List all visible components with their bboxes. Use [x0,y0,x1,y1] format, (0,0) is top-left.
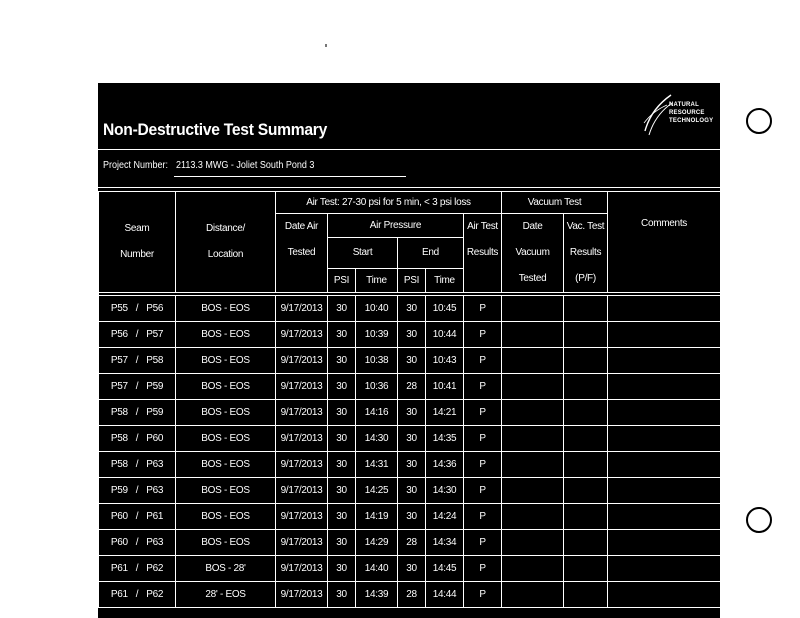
seam-number-cell: P55 / P56 [99,296,176,322]
seam-number-cell: P58 / P60 [99,426,176,452]
date-air-cell: 9/17/2013 [276,504,328,530]
date-vacuum-cell [502,400,564,426]
comments-cell [608,530,720,556]
location-cell: BOS - EOS [176,426,276,452]
date-air-cell: 9/17/2013 [276,426,328,452]
end-header: End [398,238,464,268]
end-psi-cell: 28 [398,582,426,608]
date-air-cell: 9/17/2013 [276,530,328,556]
start-psi-cell: 30 [328,530,356,556]
test-summary-table [98,191,720,608]
seam-number-cell: P57 / P59 [99,374,176,400]
air-result-cell: P [464,582,502,608]
date-vacuum-cell [502,296,564,322]
air-result-cell: P [464,478,502,504]
comments-header: Comments [608,192,720,293]
table-row [99,452,721,478]
comments-cell [608,504,720,530]
comments-cell [608,348,720,374]
test-rows [99,296,721,608]
binder-hole-top [746,108,772,134]
start-psi-cell: 30 [328,296,356,322]
table-row [99,478,721,504]
date-vacuum-cell [502,530,564,556]
vac-result-cell [564,400,608,426]
air-result-cell: P [464,400,502,426]
start-time-cell: 10:38 [356,348,398,374]
date-vacuum-cell [502,426,564,452]
table-row [99,374,721,400]
start-psi-cell: 30 [328,504,356,530]
start-psi-cell: 30 [328,426,356,452]
start-time-cell: 10:36 [356,374,398,400]
vac-result-cell [564,322,608,348]
start-psi-cell: 30 [328,478,356,504]
start-psi-header: PSI [328,268,356,293]
comments-cell [608,556,720,582]
start-psi-cell: 30 [328,348,356,374]
date-air-cell: 9/17/2013 [276,296,328,322]
date-air-cell: 9/17/2013 [276,556,328,582]
divider [98,187,720,188]
location-cell: BOS - EOS [176,452,276,478]
end-psi-cell: 30 [398,504,426,530]
location-cell: BOS - EOS [176,322,276,348]
end-psi-cell: 28 [398,530,426,556]
end-psi-cell: 30 [398,296,426,322]
date-vacuum-tested-header: Date Vacuum Tested [502,214,564,293]
seam-number-cell: P58 / P59 [99,400,176,426]
end-time-cell: 14:30 [426,478,464,504]
company-logo [643,89,715,139]
start-header: Start [328,238,398,268]
seam-number-cell: P58 / P63 [99,452,176,478]
start-time-cell: 14:16 [356,400,398,426]
date-vacuum-cell [502,504,564,530]
start-psi-cell: 30 [328,400,356,426]
date-air-cell: 9/17/2013 [276,348,328,374]
end-time-cell: 14:24 [426,504,464,530]
table-row [99,322,721,348]
vac-test-results-header: Vac. Test Results (P/F) [564,214,608,293]
end-time-header: Time [426,268,464,293]
comments-cell [608,374,720,400]
start-time-cell: 10:40 [356,296,398,322]
location-cell: BOS - EOS [176,400,276,426]
vac-result-cell [564,504,608,530]
start-time-cell: 10:39 [356,322,398,348]
location-cell: 28' - EOS [176,582,276,608]
air-test-results-header: Air Test Results [464,214,502,293]
date-air-cell: 9/17/2013 [276,582,328,608]
comments-cell [608,400,720,426]
table-row [99,556,721,582]
comments-cell [608,296,720,322]
start-time-header: Time [356,268,398,293]
location-cell: BOS - EOS [176,296,276,322]
vac-result-cell [564,348,608,374]
end-psi-cell: 28 [398,374,426,400]
date-vacuum-cell [502,374,564,400]
table-row [99,530,721,556]
start-time-cell: 14:30 [356,426,398,452]
end-time-cell: 14:34 [426,530,464,556]
start-time-cell: 14:25 [356,478,398,504]
date-vacuum-cell [502,478,564,504]
date-vacuum-cell [502,556,564,582]
date-air-tested-header: Date Air Tested [276,214,328,293]
seam-number-cell: P61 / P62 [99,556,176,582]
seam-number-cell: P59 / P63 [99,478,176,504]
date-vacuum-cell [502,582,564,608]
start-time-cell: 14:40 [356,556,398,582]
table-row [99,296,721,322]
date-air-cell: 9/17/2013 [276,452,328,478]
end-psi-cell: 30 [398,452,426,478]
distance-location-header: Distance/ Location [176,192,276,293]
start-time-cell: 14:39 [356,582,398,608]
end-psi-cell: 30 [398,322,426,348]
location-cell: BOS - EOS [176,374,276,400]
location-cell: BOS - EOS [176,348,276,374]
location-cell: BOS - EOS [176,530,276,556]
table-row [99,348,721,374]
seam-number-cell: P56 / P57 [99,322,176,348]
comments-cell [608,452,720,478]
end-psi-cell: 30 [398,348,426,374]
start-time-cell: 14:31 [356,452,398,478]
start-time-cell: 14:19 [356,504,398,530]
seam-number-header: Seam Number [99,192,176,293]
date-vacuum-cell [502,452,564,478]
vac-result-cell [564,530,608,556]
comments-cell [608,322,720,348]
air-result-cell: P [464,322,502,348]
start-psi-cell: 30 [328,452,356,478]
end-psi-cell: 30 [398,426,426,452]
vac-result-cell [564,426,608,452]
location-cell: BOS - EOS [176,504,276,530]
scan-speck [325,44,327,47]
table-row [99,426,721,452]
date-air-cell: 9/17/2013 [276,322,328,348]
end-time-cell: 14:44 [426,582,464,608]
start-psi-cell: 30 [328,322,356,348]
end-psi-header: PSI [398,268,426,293]
location-cell: BOS - EOS [176,478,276,504]
end-psi-cell: 30 [398,400,426,426]
binder-hole-bottom [746,507,772,533]
end-time-cell: 10:43 [426,348,464,374]
date-air-cell: 9/17/2013 [276,400,328,426]
logo-line-2: RESOURCE [669,110,705,116]
start-time-cell: 14:29 [356,530,398,556]
air-result-cell: P [464,452,502,478]
project-number-label: Project Number: [103,160,169,171]
end-time-cell: 14:36 [426,452,464,478]
air-result-cell: P [464,296,502,322]
logo-line-1: NATURAL [669,102,699,108]
seam-number-cell: P61 / P62 [99,582,176,608]
end-time-cell: 10:44 [426,322,464,348]
start-psi-cell: 30 [328,556,356,582]
end-psi-cell: 30 [398,478,426,504]
date-vacuum-cell [502,348,564,374]
vac-result-cell [564,478,608,504]
logo-line-3: TECHNOLOGY [669,118,714,124]
air-result-cell: P [464,556,502,582]
end-time-cell: 10:41 [426,374,464,400]
test-summary-sheet [98,83,720,618]
divider [98,149,720,150]
report-title: Non-Destructive Test Summary [103,120,328,139]
comments-cell [608,582,720,608]
table-row [99,582,721,608]
vac-result-cell [564,582,608,608]
seam-number-cell: P57 / P58 [99,348,176,374]
air-result-cell: P [464,374,502,400]
air-result-cell: P [464,426,502,452]
air-pressure-header: Air Pressure [328,214,464,238]
air-result-cell: P [464,504,502,530]
end-time-cell: 10:45 [426,296,464,322]
end-psi-cell: 30 [398,556,426,582]
project-number-value: 2113.3 MWG - Joliet South Pond 3 [176,160,315,171]
vac-result-cell [564,374,608,400]
start-psi-cell: 30 [328,582,356,608]
seam-number-cell: P60 / P61 [99,504,176,530]
start-psi-cell: 30 [328,374,356,400]
air-result-cell: P [464,530,502,556]
vacuum-test-header: Vacuum Test [502,192,608,214]
table-row [99,504,721,530]
date-air-cell: 9/17/2013 [276,374,328,400]
project-underline [174,176,406,177]
vac-result-cell [564,452,608,478]
date-air-cell: 9/17/2013 [276,478,328,504]
end-time-cell: 14:21 [426,400,464,426]
table-row [99,400,721,426]
date-vacuum-cell [502,322,564,348]
location-cell: BOS - 28' [176,556,276,582]
air-test-header: Air Test: 27-30 psi for 5 min, < 3 psi loss [276,192,502,214]
vac-result-cell [564,296,608,322]
end-time-cell: 14:45 [426,556,464,582]
comments-cell [608,478,720,504]
vac-result-cell [564,556,608,582]
end-time-cell: 14:35 [426,426,464,452]
comments-cell [608,426,720,452]
air-result-cell: P [464,348,502,374]
seam-number-cell: P60 / P63 [99,530,176,556]
